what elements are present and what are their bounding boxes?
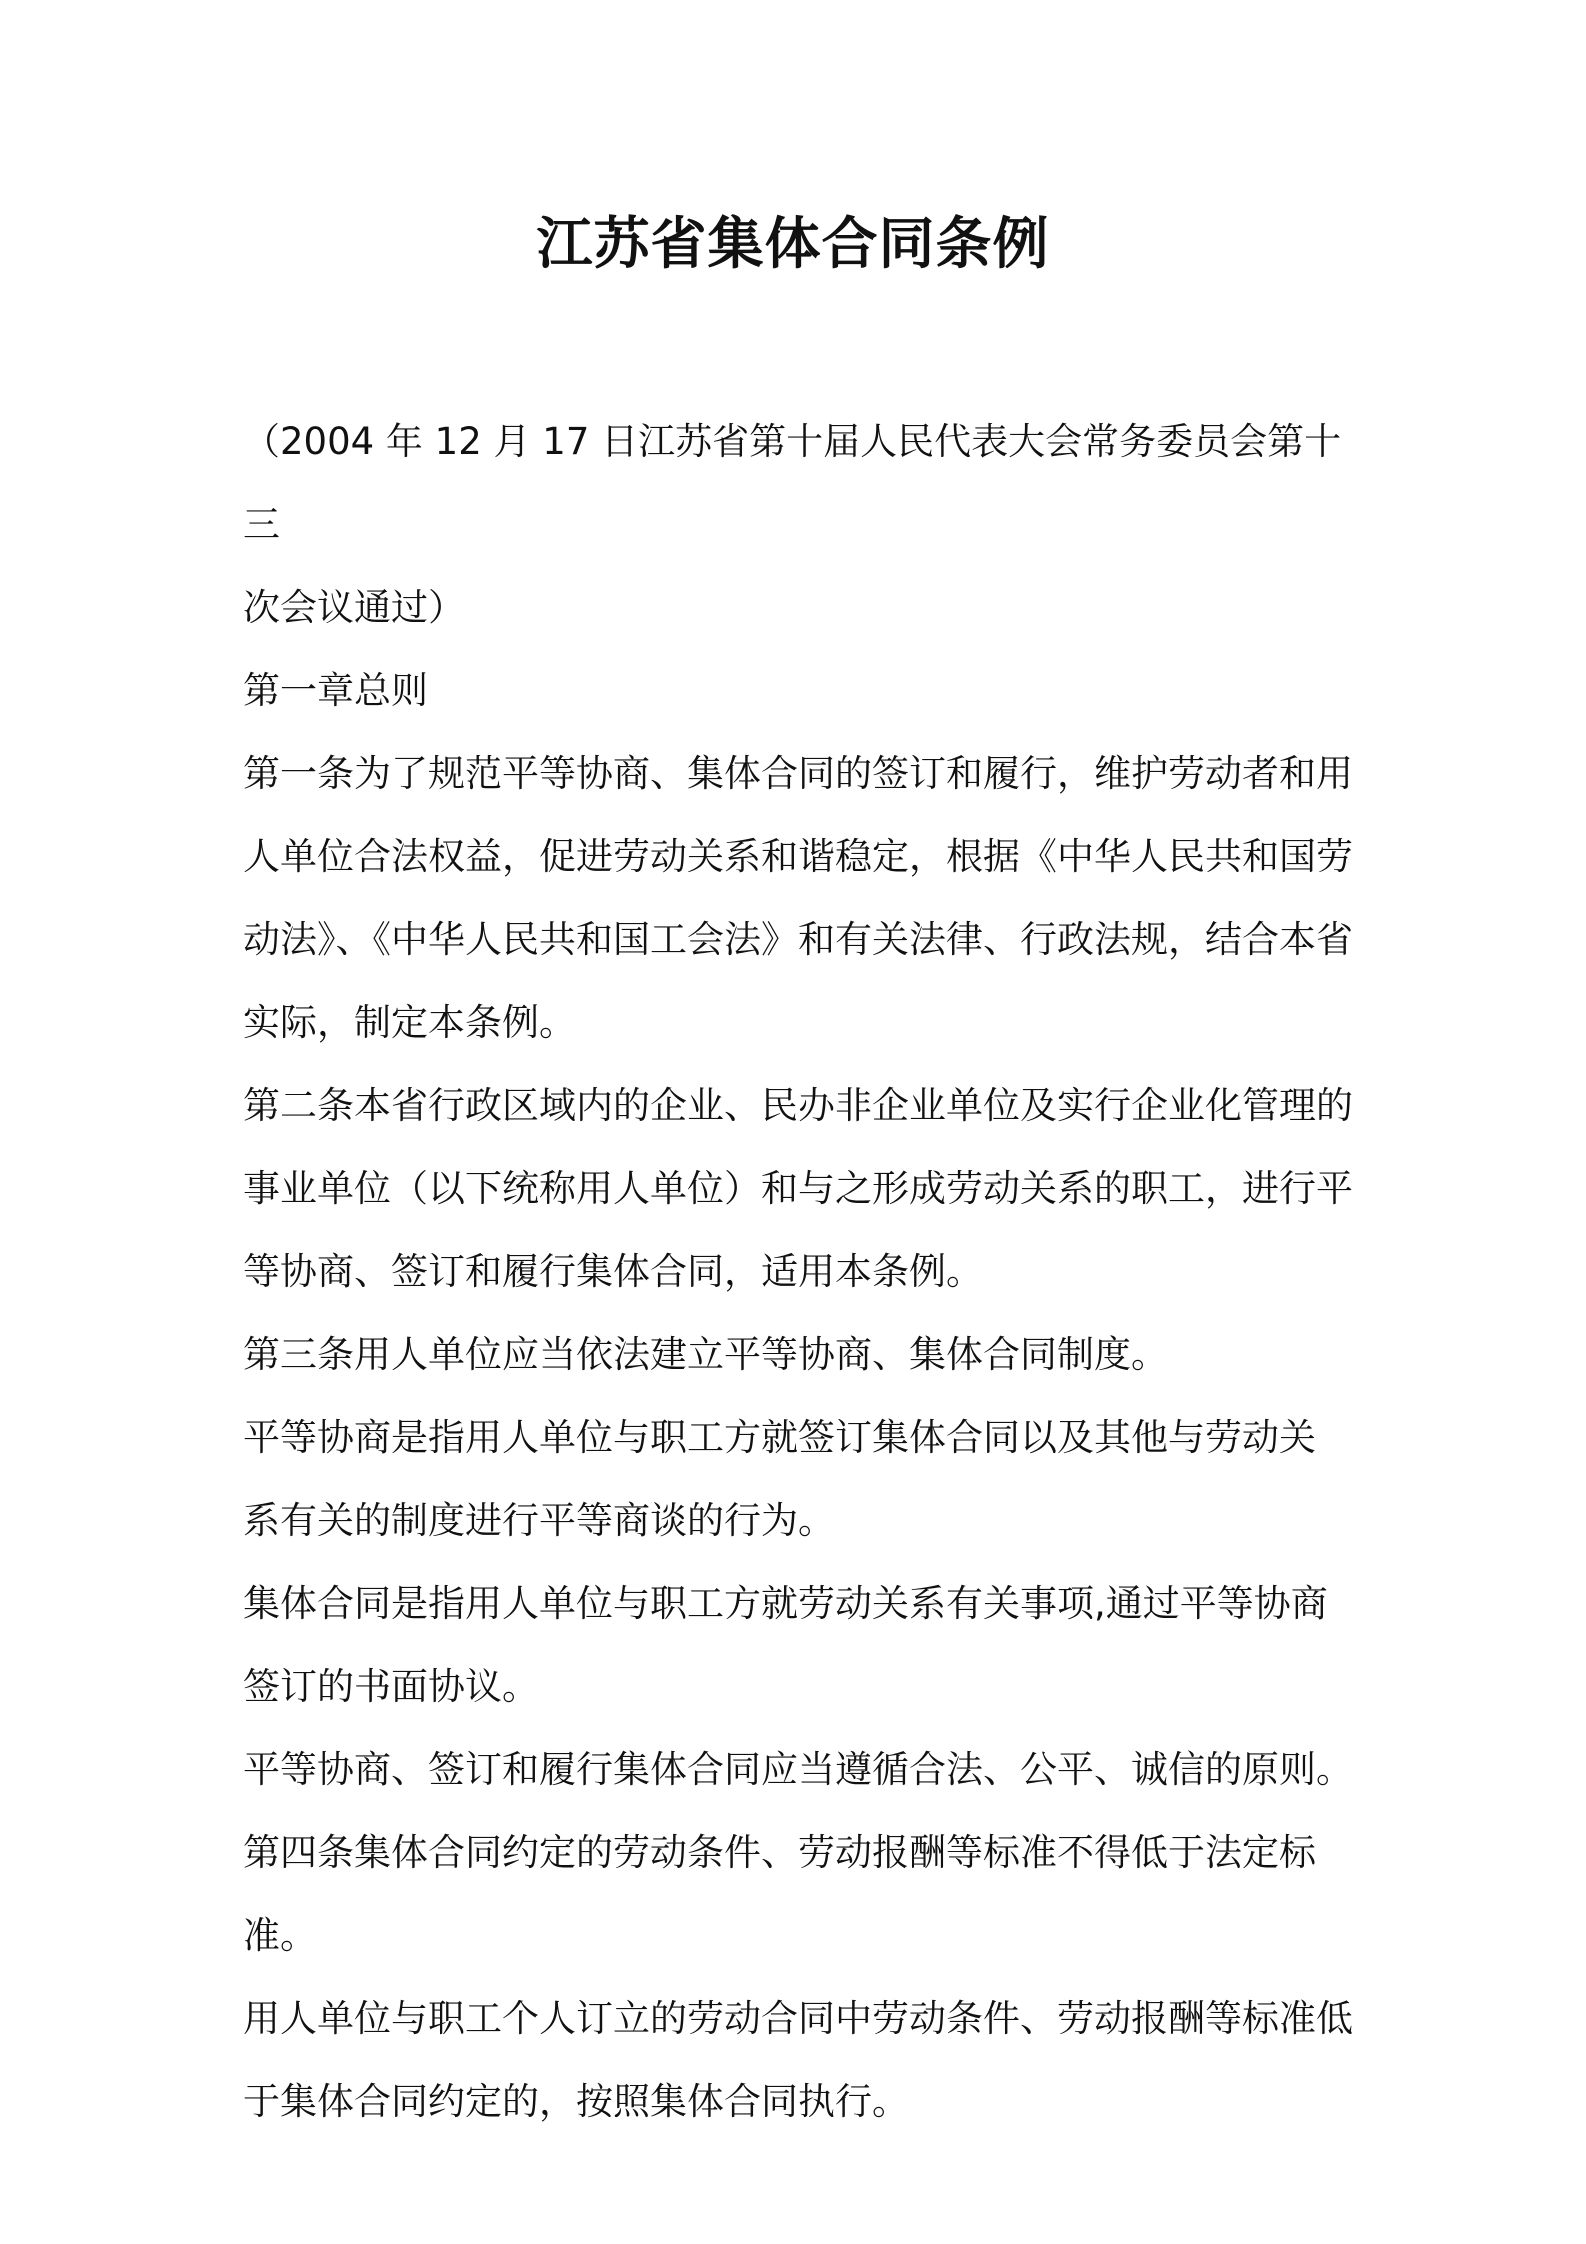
document-body	[243, 400, 1373, 2143]
text-line: 于集体合同约定的，按照集体合同执行。	[243, 2080, 909, 2123]
text-line: 人单位合法权益，促进劳动关系和谐稳定，根据《中华人民共和国劳	[243, 835, 1353, 878]
text-line: 第二条本省行政区域内的企业、民办非企业单位及实行企业化管理的	[243, 1084, 1353, 1127]
text-line: 签订的书面协议。	[243, 1665, 539, 1708]
text-line: 集体合同是指用人单位与职工方就劳动关系有关事项,通过平等协商	[243, 1582, 1328, 1625]
text-line: 第一条为了规范平等协商、集体合同的签订和履行，维护劳动者和用	[243, 752, 1353, 795]
text-line: 事业单位（以下统称用人单位）和与之形成劳动关系的职工，进行平	[243, 1167, 1353, 1210]
document-title: 江苏省集体合同条例	[536, 212, 1050, 277]
text-line: 次会议通过）	[243, 586, 465, 629]
text-line: 第四条集体合同约定的劳动条件、劳动报酬等标准不得低于法定标准。	[243, 1831, 1316, 1957]
text-line: 动法》、《中华人民共和国工会法》和有关法律、行政法规，结合本省	[243, 918, 1353, 961]
text-line: （2004 年 12 月 17 日江苏省第十届人民代表大会常务委员会第十三	[243, 420, 1342, 546]
text-line: 平等协商是指用人单位与职工方就签订集体合同以及其他与劳动关	[243, 1416, 1316, 1459]
text-line: 实际，制定本条例。	[243, 1001, 576, 1044]
text-line: 平等协商、签订和履行集体合同应当遵循合法、公平、诚信的原则。	[243, 1748, 1353, 1791]
text-line: 系有关的制度进行平等商谈的行为。	[243, 1499, 835, 1542]
chapter-heading: 第一章总则	[243, 669, 428, 712]
text-line: 用人单位与职工个人订立的劳动合同中劳动条件、劳动报酬等标准低	[243, 1997, 1353, 2040]
text-line: 等协商、签订和履行集体合同，适用本条例。	[243, 1250, 983, 1293]
text-line: 第三条用人单位应当依法建立平等协商、集体合同制度。	[243, 1333, 1168, 1376]
